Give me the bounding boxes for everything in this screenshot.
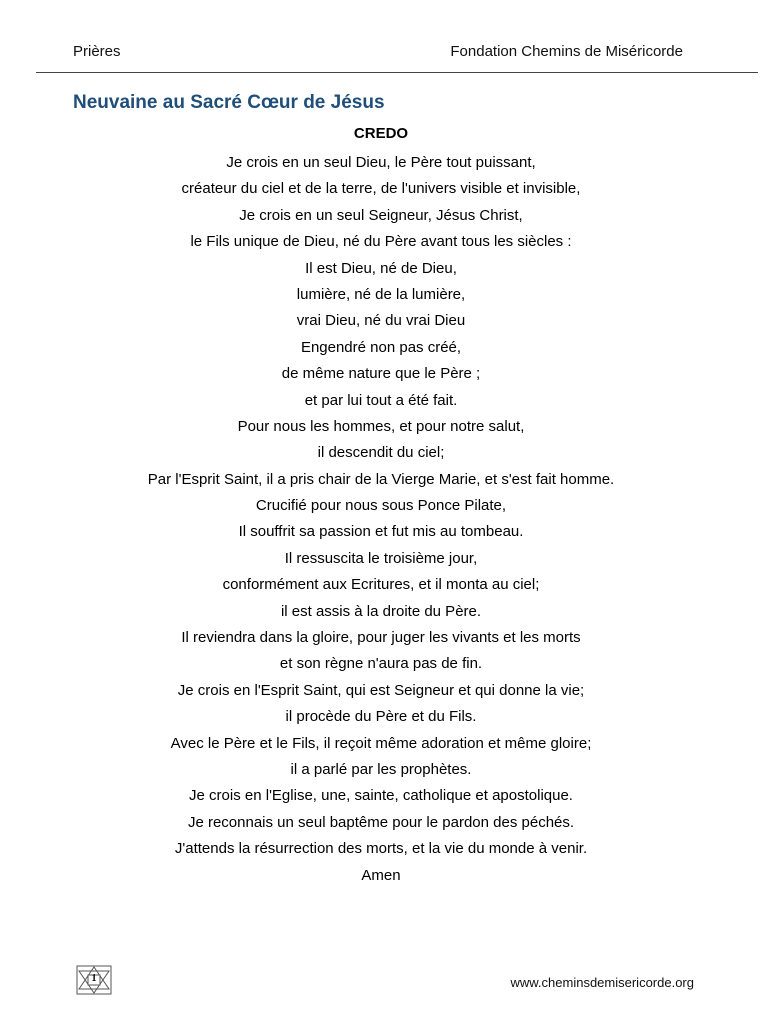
prayer-line: Il est Dieu, né de Dieu, [305,259,457,277]
prayer-line: Crucifié pour nous sous Ponce Pilate, [255,497,507,515]
prayer-line: il a parlé par les prophètes. [290,760,472,778]
header-divider [36,72,758,73]
prayer-line: il descendit du ciel; [317,444,445,462]
section-heading: CREDO [353,125,409,142]
prayer-line: Par l'Esprit Saint, il a pris chair de la Vierge Marie, et s'est fait homme. [147,470,615,488]
prayer-line: conformément aux Ecritures, et il monta au ciel; [222,576,540,594]
prayer-line: Avec le Père et le Fils, il reçoit même adoration et même gloire; [170,734,592,752]
prayer-line: Je crois en un seul Seigneur, Jésus Christ, [239,206,523,224]
page-title: Neuvaine au Sacré Cœur de Jésus [73,92,385,113]
prayer-line: vrai Dieu, né du vrai Dieu [296,312,466,330]
prayer-line: Amen [361,866,401,884]
prayer-line: Il reviendra dans la gloire, pour juger les vivants et les morts [181,629,581,647]
prayer-line: Pour nous les hommes, et pour notre salut, [237,417,525,435]
prayer-line: le Fils unique de Dieu, né du Père avant tous les siècles : [190,233,572,251]
prayer-line: lumière, né de la lumière, [296,285,466,303]
prayer-text [0,150,762,889]
prayer-line: il procède du Père et du Fils. [285,708,477,726]
page-number-badge [76,965,112,995]
prayer-line: de même nature que le Père ; [281,365,481,383]
prayer-line: Je crois en un seul Dieu, le Père tout puissant, [226,154,536,171]
prayer-line: et son règne n'aura pas de fin. [279,655,483,673]
header-section-label: Prières [73,43,121,60]
prayer-line: créateur du ciel et de la terre, de l'univers visible et invisible, [181,180,581,198]
prayer-line: Il souffrit sa passion et fut mis au tombeau. [238,523,524,541]
prayer-line: il est assis à la droite du Père. [280,602,482,620]
prayer-line: J'attends la résurrection des morts, et la vie du monde à venir. [174,840,588,858]
header-organization-name: Fondation Chemins de Miséricorde [450,43,683,60]
footer-website-url: www.cheminsdemisericorde.org [510,975,694,990]
prayer-line: Engendré non pas créé, [300,338,462,356]
prayer-line: Je crois en l'Esprit Saint, qui est Seigneur et qui donne la vie; [177,681,585,699]
prayer-line: Je reconnais un seul baptême pour le pardon des péchés. [187,813,575,831]
prayer-line: et par lui tout a été fait. [304,391,458,409]
prayer-line: Il ressuscita le troisième jour, [284,549,478,567]
page-number: 1 [91,973,97,984]
prayer-line: Je crois en l'Eglise, une, sainte, catholique et apostolique. [189,787,573,805]
